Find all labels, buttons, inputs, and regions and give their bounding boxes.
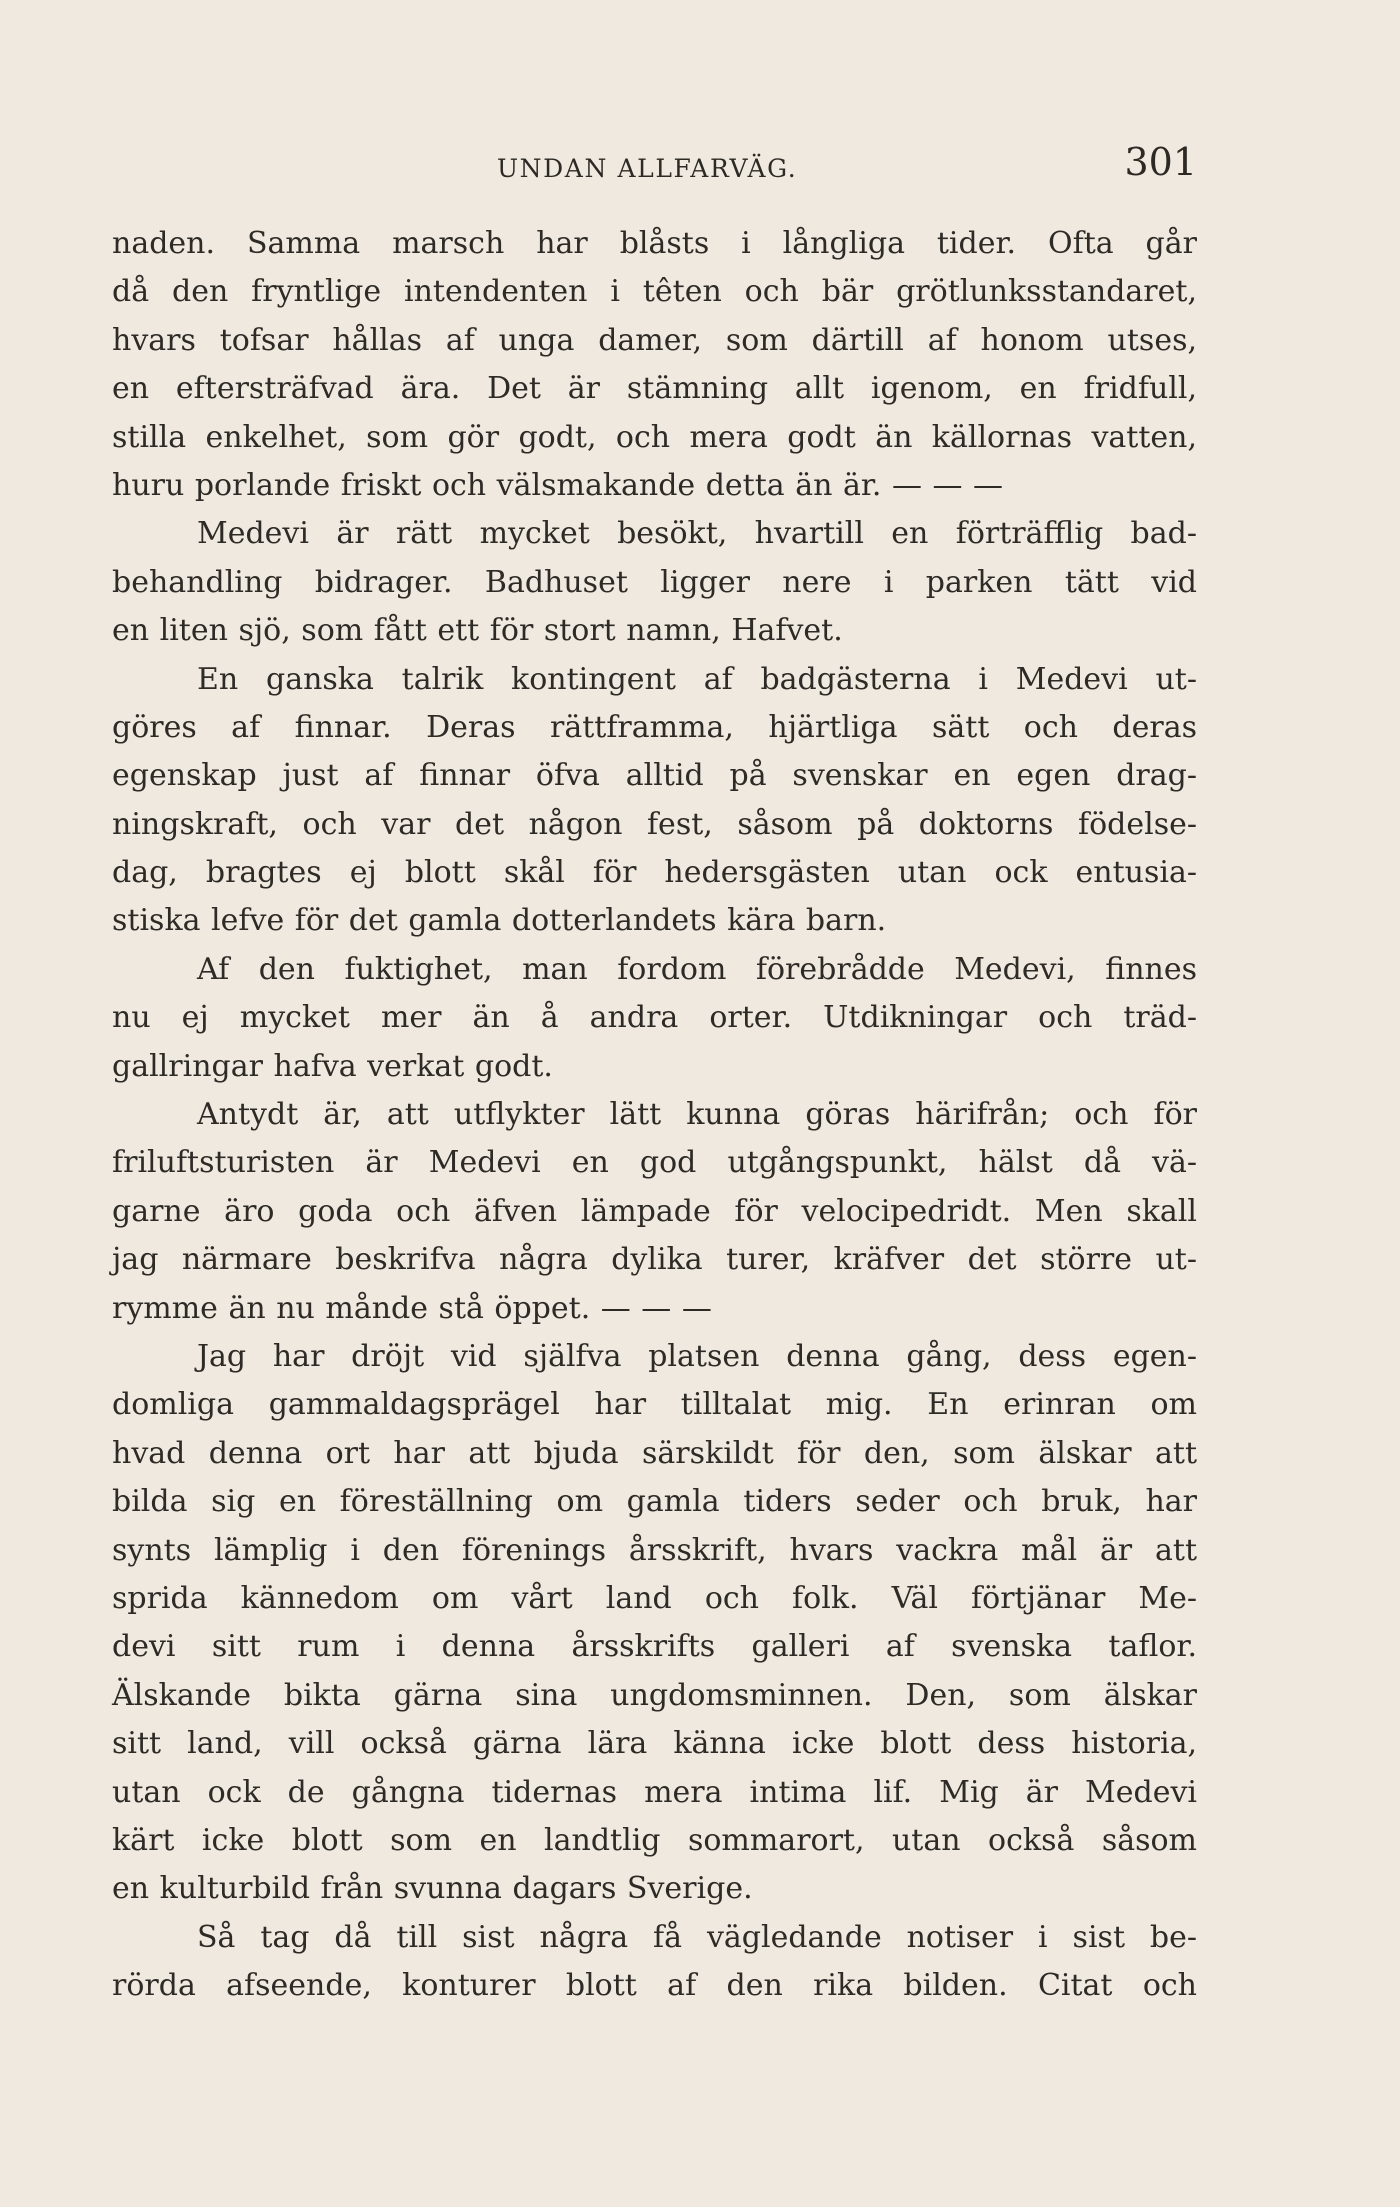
text-line: sitt land, vill också gärna lära känna icke blott dess historia, bbox=[112, 1726, 1197, 1762]
text-line: en kulturbild från svunna dagars Sverige. bbox=[112, 1871, 753, 1907]
text-line: naden. Samma marsch har blåsts i långliga tider. Ofta går bbox=[112, 226, 1197, 261]
text-line: sprida kännedom om vårt land och folk. Väl förtjänar Me- bbox=[112, 1580, 1197, 1616]
running-title: UNDAN ALLFARVÄG. bbox=[497, 154, 798, 183]
text-line: ningskraft, och var det någon fest, såsom på doktorns födelse- bbox=[112, 806, 1197, 842]
text-line: kärt icke blott som en landtlig sommarort, utan också såsom bbox=[112, 1822, 1197, 1858]
text-line: hvars tofsar hållas af unga damer, som därtill af honom utses, bbox=[112, 322, 1197, 358]
text-line: synts lämplig i den förenings årsskrift, hvars vackra mål är att bbox=[112, 1532, 1197, 1568]
text-line: stilla enkelhet, som gör godt, och mera godt än källornas vatten, bbox=[112, 419, 1197, 455]
text-line: Så tag då till sist några få vägledande notiser i sist be- bbox=[197, 1919, 1197, 1955]
text-line: huru porlande friskt och välsmakande detta än är. — — — bbox=[112, 467, 1004, 503]
text-line: dag, bragtes ej blott skål för hedersgästen utan ock entusia- bbox=[112, 855, 1197, 891]
text-line: Jag har dröjt vid själfva platsen denna gång, dess egen- bbox=[197, 1338, 1197, 1374]
text-line: egenskap just af finnar öfva alltid på svenskar en egen drag- bbox=[112, 758, 1197, 794]
text-line: utan ock de gångna tidernas mera intima lif. Mig är Medevi bbox=[112, 1774, 1197, 1810]
text-line: hvad denna ort har att bjuda särskildt för den, som älskar att bbox=[112, 1435, 1197, 1471]
text-line: friluftsturisten är Medevi en god utgångspunkt, hälst då vä- bbox=[112, 1145, 1197, 1181]
text-line: stiska lefve för det gamla dotterlandets kära barn. bbox=[112, 903, 887, 939]
text-line: rörda afseende, konturer blott af den rika bilden. Citat och bbox=[112, 1968, 1197, 2004]
text-line: en liten sjö, som fått ett för stort namn, Hafvet. bbox=[112, 613, 843, 649]
text-line: en eftersträfvad ära. Det är stämning allt igenom, en fridfull, bbox=[112, 371, 1197, 407]
page-number: 301 bbox=[1124, 140, 1197, 184]
text-line: garne äro goda och äfven lämpade för velocipedridt. Men skall bbox=[112, 1193, 1197, 1229]
text-line: bilda sig en föreställning om gamla tiders seder och bruk, har bbox=[112, 1484, 1197, 1520]
text-line: behandling bidrager. Badhuset ligger nere i parken tätt vid bbox=[112, 564, 1197, 600]
text-line: gallringar hafva verkat godt. bbox=[112, 1048, 553, 1084]
text-line: devi sitt rum i denna årsskrifts galleri af svenska taflor. bbox=[112, 1629, 1197, 1665]
page-header bbox=[112, 140, 1197, 190]
text-line: Af den fuktighet, man fordom förebrådde Medevi, finnes bbox=[197, 951, 1197, 987]
text-line: rymme än nu månde stå öppet. — — — bbox=[112, 1290, 712, 1326]
text-line: jag närmare beskrifva några dylika turer, kräfver det större ut- bbox=[112, 1242, 1197, 1278]
text-line: göres af finnar. Deras rättframma, hjärtliga sätt och deras bbox=[112, 709, 1197, 745]
body-text bbox=[112, 220, 1197, 2010]
text-line: Antydt är, att utflykter lätt kunna göras härifrån; och för bbox=[197, 1097, 1197, 1133]
text-line: Älskande bikta gärna sina ungdomsminnen. Den, som älskar bbox=[112, 1677, 1197, 1713]
text-line: Medevi är rätt mycket besökt, hvartill en förträfflig bad- bbox=[197, 516, 1197, 552]
text-line: En ganska talrik kontingent af badgästerna i Medevi ut- bbox=[197, 661, 1197, 697]
text-line: nu ej mycket mer än å andra orter. Utdikningar och träd- bbox=[112, 1000, 1197, 1036]
text-line: domliga gammaldagsprägel har tilltalat mig. En erinran om bbox=[112, 1387, 1197, 1423]
text-line: då den fryntlige intendenten i têten och bär grötlunksstandaret, bbox=[112, 274, 1197, 310]
